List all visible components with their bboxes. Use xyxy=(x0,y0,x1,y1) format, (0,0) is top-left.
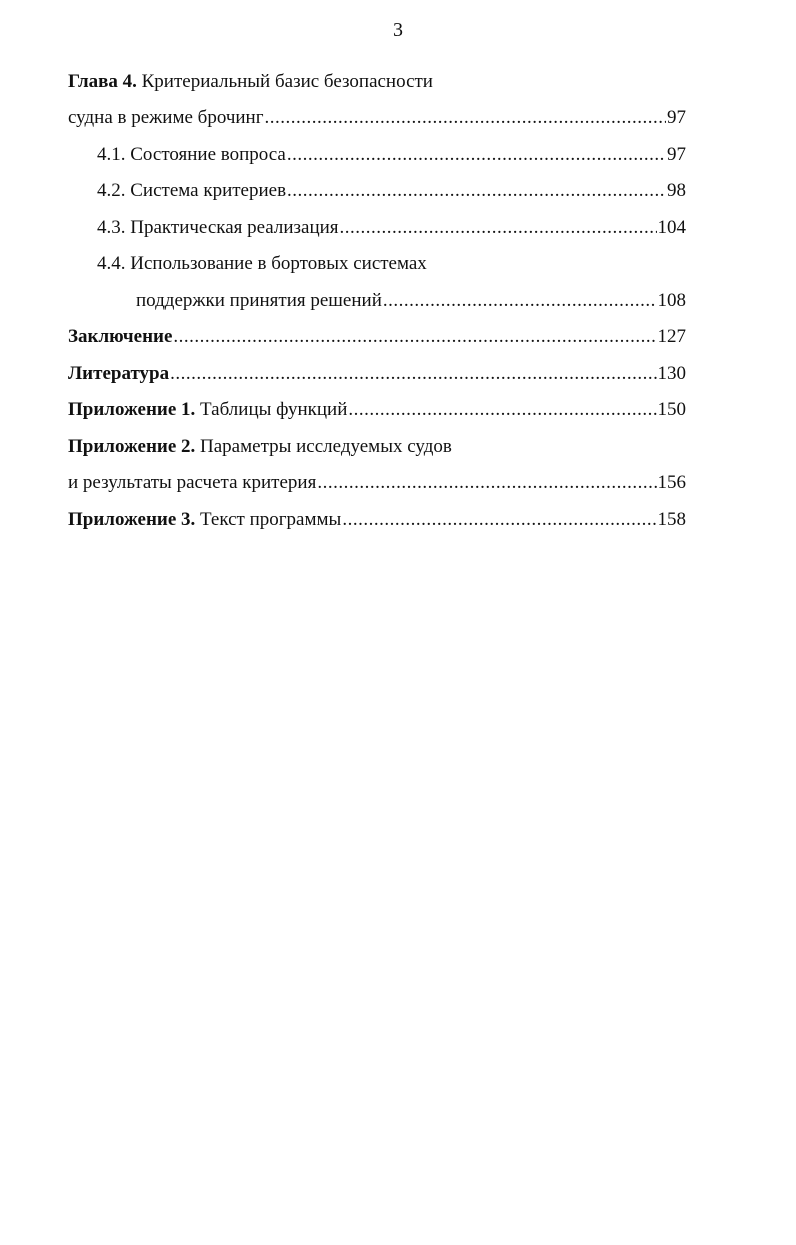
toc-appendix2-line2 xyxy=(68,462,686,499)
toc-section-4-1 xyxy=(68,133,686,170)
leader-dots xyxy=(287,146,666,166)
chapter4-page: 97 xyxy=(667,107,686,128)
toc-chapter4-line1 xyxy=(68,60,686,97)
chapter4-title-line1: Критериальный базис безопасности xyxy=(141,70,433,92)
appendix1-label: Приложение 1. xyxy=(68,399,196,420)
appendix2-title-line1: Параметры исследуемых судов xyxy=(200,435,452,457)
appendix2-title-line2: и результаты расчета критерия xyxy=(68,472,317,493)
toc-appendix1 xyxy=(68,389,686,426)
leader-dots xyxy=(348,401,656,421)
section-4-3-title: 4.3. Практическая реализация xyxy=(97,216,339,238)
appendix1-title: Таблицы функций xyxy=(200,399,348,420)
section-4-2-page: 98 xyxy=(667,180,686,201)
page-number: 3 xyxy=(393,19,403,41)
leader-dots xyxy=(342,511,656,531)
toc-conclusion xyxy=(68,316,686,353)
section-4-1-title: 4.1. Состояние вопроса xyxy=(97,143,286,165)
toc-chapter4-line2 xyxy=(68,97,686,134)
toc-section-4-4-line2 xyxy=(68,279,686,316)
toc-literature xyxy=(68,352,686,389)
appendix3-page: 158 xyxy=(657,508,686,530)
chapter4-label: Глава 4. xyxy=(68,70,137,92)
section-4-3-page: 104 xyxy=(657,216,686,238)
conclusion-page: 127 xyxy=(657,326,686,347)
appendix3-label: Приложение 3. xyxy=(68,508,196,530)
toc-section-4-3 xyxy=(68,206,686,243)
toc-section-4-2 xyxy=(68,170,686,207)
section-4-2-title: 4.2. Система критериев xyxy=(97,180,287,201)
appendix2-page: 156 xyxy=(657,472,686,493)
leader-dots xyxy=(173,328,656,348)
section-4-1-page: 97 xyxy=(667,143,686,165)
leader-dots xyxy=(340,219,657,239)
literature-page: 130 xyxy=(657,362,686,384)
appendix1-page: 150 xyxy=(657,399,686,420)
section-4-4-title-line1: 4.4. Использование в бортовых системах xyxy=(97,253,427,274)
leader-dots xyxy=(287,182,666,202)
leader-dots xyxy=(317,474,656,494)
conclusion-title: Заключение xyxy=(68,326,173,347)
leader-dots xyxy=(170,365,656,385)
leader-dots xyxy=(265,109,666,129)
section-4-4-page: 108 xyxy=(657,289,686,311)
leader-dots xyxy=(383,292,657,312)
table-of-contents xyxy=(68,60,686,535)
literature-title: Литература xyxy=(68,362,170,384)
appendix2-label: Приложение 2. xyxy=(68,435,196,457)
chapter4-title-line2: судна в режиме брочинг xyxy=(68,107,264,128)
appendix3-title: Текст программы xyxy=(200,508,342,530)
toc-appendix2-line1 xyxy=(68,425,686,462)
toc-appendix3 xyxy=(68,498,686,535)
toc-section-4-4-line1 xyxy=(68,243,686,280)
section-4-4-title-line2: поддержки принятия решений xyxy=(136,289,382,311)
